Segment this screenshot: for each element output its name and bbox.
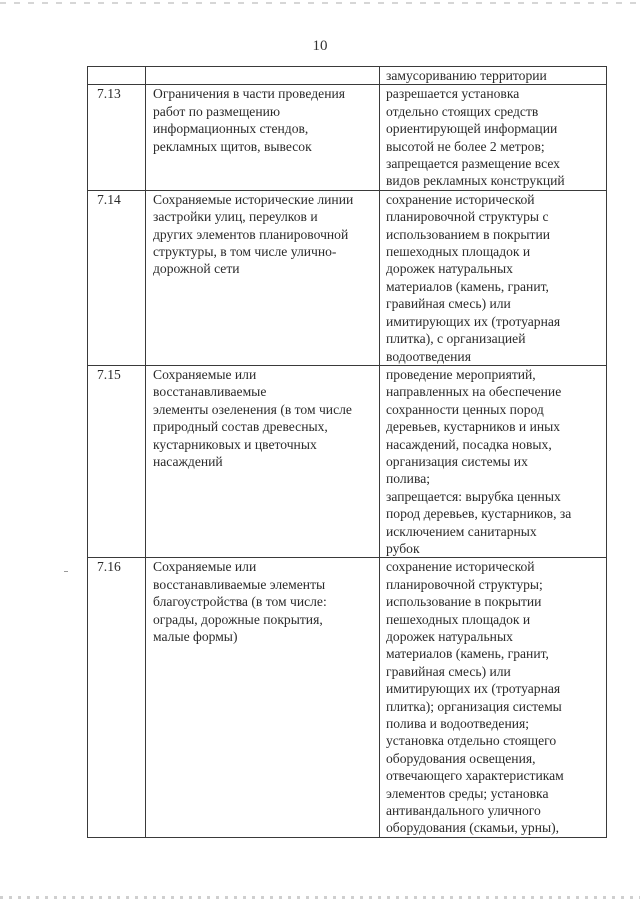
requirement-line: замусориванию территории: [386, 68, 547, 83]
item-number: 7.16: [88, 558, 146, 838]
table-row: [88, 85, 607, 190]
requirement-line: насаждений, посадка новых,: [386, 436, 552, 452]
page-number: 10: [312, 38, 328, 54]
requirement-line: организация системы их: [386, 453, 528, 469]
item-number: 7.14: [88, 190, 146, 365]
protected-subject: [146, 85, 380, 190]
scan-edge-top: [0, 2, 640, 4]
requirement-line: оборудования (скамьи, урны),: [386, 820, 560, 836]
protected-subject: [146, 190, 380, 365]
requirement-line: деревьев, кустарников и иных: [386, 419, 561, 435]
table-row: [88, 67, 607, 85]
requirement-line: дорожек натуральных: [386, 629, 513, 644]
requirement-line: антивандального уличного: [386, 803, 541, 819]
requirement-line: плитка), с организацией: [386, 331, 526, 347]
margin-mark: [64, 571, 68, 572]
requirement-line: сохранение исторической: [386, 559, 535, 575]
table-row: [88, 558, 607, 838]
requirement-line: полива;: [386, 471, 431, 487]
requirement-line: полива и водоотведения;: [386, 716, 530, 732]
requirement-line: оборудования освещения,: [386, 750, 536, 766]
subject-line: восстанавливаемые: [153, 384, 267, 400]
subject-line: природный состав древесных,: [153, 419, 328, 435]
requirements-text: [380, 85, 607, 190]
requirement-line: установка отдельно стоящего: [386, 733, 557, 749]
scan-edge-bottom: [0, 896, 640, 899]
requirement-line: ориентирующей информации: [386, 121, 558, 137]
subject-line: насаждений: [153, 453, 223, 469]
subject-line: других элементов планировочной: [153, 226, 349, 242]
requirement-line: гравийная смесь) или: [386, 296, 511, 312]
requirement-line: элементов среды; установка: [386, 785, 549, 801]
subject-line: Сохраняемые или: [153, 366, 257, 382]
requirement-line: исключением санитарных: [386, 523, 537, 539]
item-number: [88, 67, 146, 85]
requirement-line: материалов (камень, гранит,: [386, 278, 549, 294]
protected-subject: [146, 67, 380, 85]
subject-line: малые формы): [153, 629, 238, 644]
requirement-line: отвечающего характеристикам: [386, 768, 564, 784]
subject-line: элементы озеленения (в том числе: [153, 401, 352, 417]
requirement-line: использованием в покрытии: [386, 226, 551, 242]
requirement-line: пород деревьев, кустарников, за: [386, 506, 572, 522]
requirement-line: разрешается установка: [386, 86, 520, 102]
requirement-line: направленных на обеспечение: [386, 384, 562, 400]
table-row: [88, 190, 607, 365]
requirement-line: планировочной структуры с: [386, 209, 549, 225]
requirement-line: водоотведения: [386, 348, 471, 364]
item-number: 7.13: [88, 85, 146, 190]
subject-line: структуры, в том числе улично-: [153, 244, 337, 260]
requirement-line: гравийная смесь) или: [386, 663, 511, 679]
requirement-line: проведение мероприятий,: [386, 366, 536, 382]
protected-subject: [146, 365, 380, 557]
subject-line: Ограничения в части проведения: [153, 86, 345, 102]
requirement-line: сохранение исторической: [386, 191, 535, 207]
requirement-line: отдельно стоящих средств: [386, 103, 539, 119]
requirement-line: использование в покрытии: [386, 594, 542, 610]
subject-line: благоустройства (в том числе:: [153, 594, 327, 610]
requirement-line: видов рекламных конструкций: [386, 173, 565, 189]
item-number: 7.15: [88, 365, 146, 557]
requirements-text: [380, 190, 607, 365]
subject-line: рекламных щитов, вывесок: [153, 138, 312, 154]
requirement-line: сохранности ценных пород: [386, 401, 544, 417]
subject-line: кустарниковых и цветочных: [153, 436, 317, 452]
requirement-line: планировочной структуры;: [386, 576, 543, 592]
subject-line: Сохраняемые или: [153, 559, 257, 575]
requirements-text: [380, 67, 607, 85]
requirement-line: пешеходных площадок и: [386, 611, 531, 627]
protected-subject: [146, 558, 380, 838]
subject-line: ограды, дорожные покрытия,: [153, 611, 323, 627]
requirement-line: высотой не более 2 метров;: [386, 138, 545, 154]
requirement-line: плитка); организация системы: [386, 698, 562, 714]
subject-line: Сохраняемые исторические линии: [153, 191, 354, 207]
requirement-line: запрещается размещение всех: [386, 156, 560, 172]
requirement-line: дорожек натуральных: [386, 261, 513, 277]
requirement-line: запрещается: вырубка ценных: [386, 488, 561, 504]
requirement-line: рубок: [386, 540, 420, 556]
subject-line: информационных стендов,: [153, 121, 309, 137]
requirements-text: [380, 365, 607, 557]
subject-line: дорожной сети: [153, 261, 240, 277]
requirement-line: имитирующих их (тротуарная: [386, 313, 561, 329]
regulations-table: [87, 66, 607, 838]
requirements-text: [380, 558, 607, 838]
requirement-line: материалов (камень, гранит,: [386, 646, 549, 662]
subject-line: работ по размещению: [153, 103, 281, 119]
subject-line: восстанавливаемые элементы: [153, 576, 326, 592]
subject-line: застройки улиц, переулков и: [153, 209, 318, 225]
requirement-line: пешеходных площадок и: [386, 244, 531, 260]
table-row: [88, 365, 607, 557]
requirement-line: имитирующих их (тротуарная: [386, 681, 561, 697]
